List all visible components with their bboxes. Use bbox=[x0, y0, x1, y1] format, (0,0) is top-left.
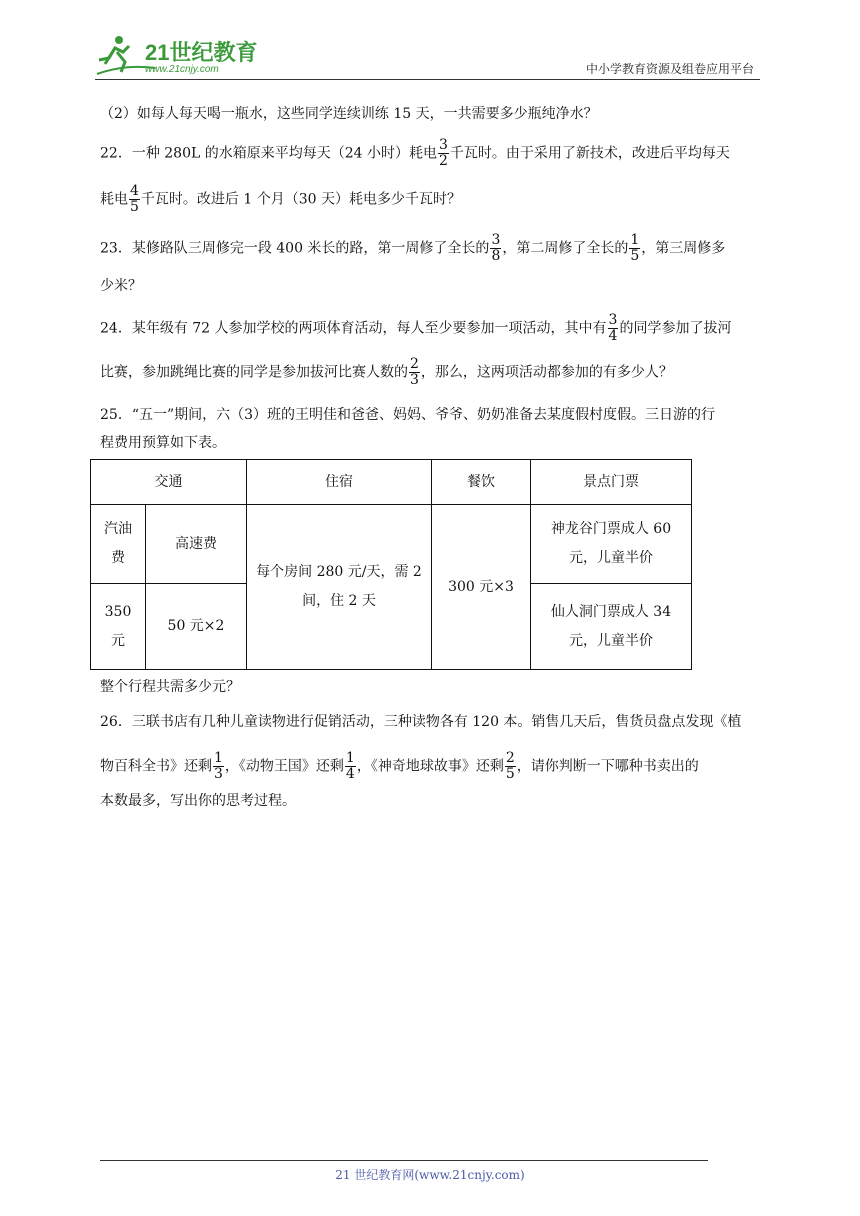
svg-text:21世纪教育: 21世纪教育 bbox=[145, 40, 258, 65]
question-23-line-1: 23．某修路队三周修完一段 400 米长的路，第一周修了全长的 $\frac{3}{8}$ ，第二周修了全长的 $\frac{1}{5}$ ，第三周修多 bbox=[100, 232, 726, 264]
question-25-ask: 整个行程共需多少元？ bbox=[100, 679, 240, 695]
question-26-line-3: 本数最多，写出你的思考过程。 bbox=[100, 793, 296, 809]
fraction: $\frac{3}{8}$ bbox=[491, 232, 501, 264]
question-24-line-1: 24．某年级有 72 人参加学校的两项体育活动，每人至少要参加一项活动，其中有 $\frac{3}{4}$ 的同学参加了拔河 bbox=[100, 312, 732, 344]
question-26-line-1: 26．三联书店有几种儿童读物进行促销活动，三种读物各有 120 本。销售几天后，售货员盘点发现《植 bbox=[100, 714, 742, 730]
footer-text: 21 世纪教育网(www.21cnjy.com) bbox=[335, 1168, 525, 1182]
food-cell: 300 元×3 bbox=[432, 505, 531, 670]
fraction: $\frac{3}{2}$ bbox=[439, 137, 448, 169]
fraction: $\frac{1}{3}$ bbox=[214, 750, 223, 782]
question-22-line-1: 22．一种 280L 的水箱原来平均每天（24 小时）耗电 $\frac{3}{2}$ 千瓦时。由于采用了新技术，改进后平均每天 bbox=[100, 137, 730, 169]
question-22-line-2: 耗电 $\frac{4}{5}$ 千瓦时。改进后 1 个月（30 天）耗电多少千瓦时？ bbox=[100, 183, 461, 215]
gas-value: 350 元 bbox=[91, 584, 146, 670]
fraction: $\frac{3}{4}$ bbox=[608, 312, 618, 344]
fraction: $\frac{2}{3}$ bbox=[410, 356, 419, 388]
fraction: $\frac{1}{4}$ bbox=[345, 750, 355, 782]
header-food: 餐饮 bbox=[432, 460, 531, 505]
fraction: $\frac{2}{5}$ bbox=[505, 750, 515, 782]
lodging-cell: 每个房间 280 元/天，需 2 间，住 2 天 bbox=[247, 505, 432, 670]
svg-text:www.21cnjy.com: www.21cnjy.com bbox=[145, 64, 219, 75]
question-21-part-2: （2）如每人每天喝一瓶水，这些同学连续训练 15 天，一共需要多少瓶纯净水？ bbox=[100, 106, 598, 122]
ticket-2: 仙人洞门票成人 34 元，儿童半价 bbox=[531, 584, 692, 670]
budget-table bbox=[90, 459, 692, 670]
ticket-1: 神龙谷门票成人 60 元，儿童半价 bbox=[531, 505, 692, 584]
header-transport: 交通 bbox=[91, 460, 247, 505]
gas-label: 汽油费 bbox=[91, 505, 146, 584]
logo bbox=[95, 34, 265, 76]
toll-value: 50 元×2 bbox=[146, 584, 247, 670]
question-25-line-1: 25．“五一”期间，六（3）班的王明佳和爸爸、妈妈、爷爷、奶奶准备去某度假村度假。三日游的行 bbox=[100, 407, 716, 423]
page-header bbox=[95, 32, 760, 80]
question-25-line-2: 程费用预算如下表。 bbox=[100, 435, 226, 451]
fraction: $\frac{4}{5}$ bbox=[130, 183, 139, 215]
header-divider bbox=[95, 79, 760, 80]
question-26-line-2: 物百科全书》还剩 $\frac{1}{3}$ ，《动物王国》还剩 $\frac{1}{4}$ ，《神奇地球故事》还剩 $\frac{2}{5}$ ，请你判断一下哪种书卖出的 bbox=[100, 750, 699, 782]
footer-divider bbox=[100, 1160, 708, 1161]
header-lodging: 住宿 bbox=[247, 460, 432, 505]
question-23-line-2: 少米？ bbox=[100, 278, 142, 294]
toll-label: 高速费 bbox=[146, 505, 247, 584]
question-24-line-2: 比赛，参加跳绳比赛的同学是参加拔河比赛人数的 $\frac{2}{3}$ ，那么，这两项活动都参加的有多少人？ bbox=[100, 356, 673, 388]
header-tickets: 景点门票 bbox=[531, 460, 692, 505]
platform-name: 中小学教育资源及组卷应用平台 bbox=[585, 62, 754, 76]
fraction: $\frac{1}{5}$ bbox=[630, 232, 640, 264]
